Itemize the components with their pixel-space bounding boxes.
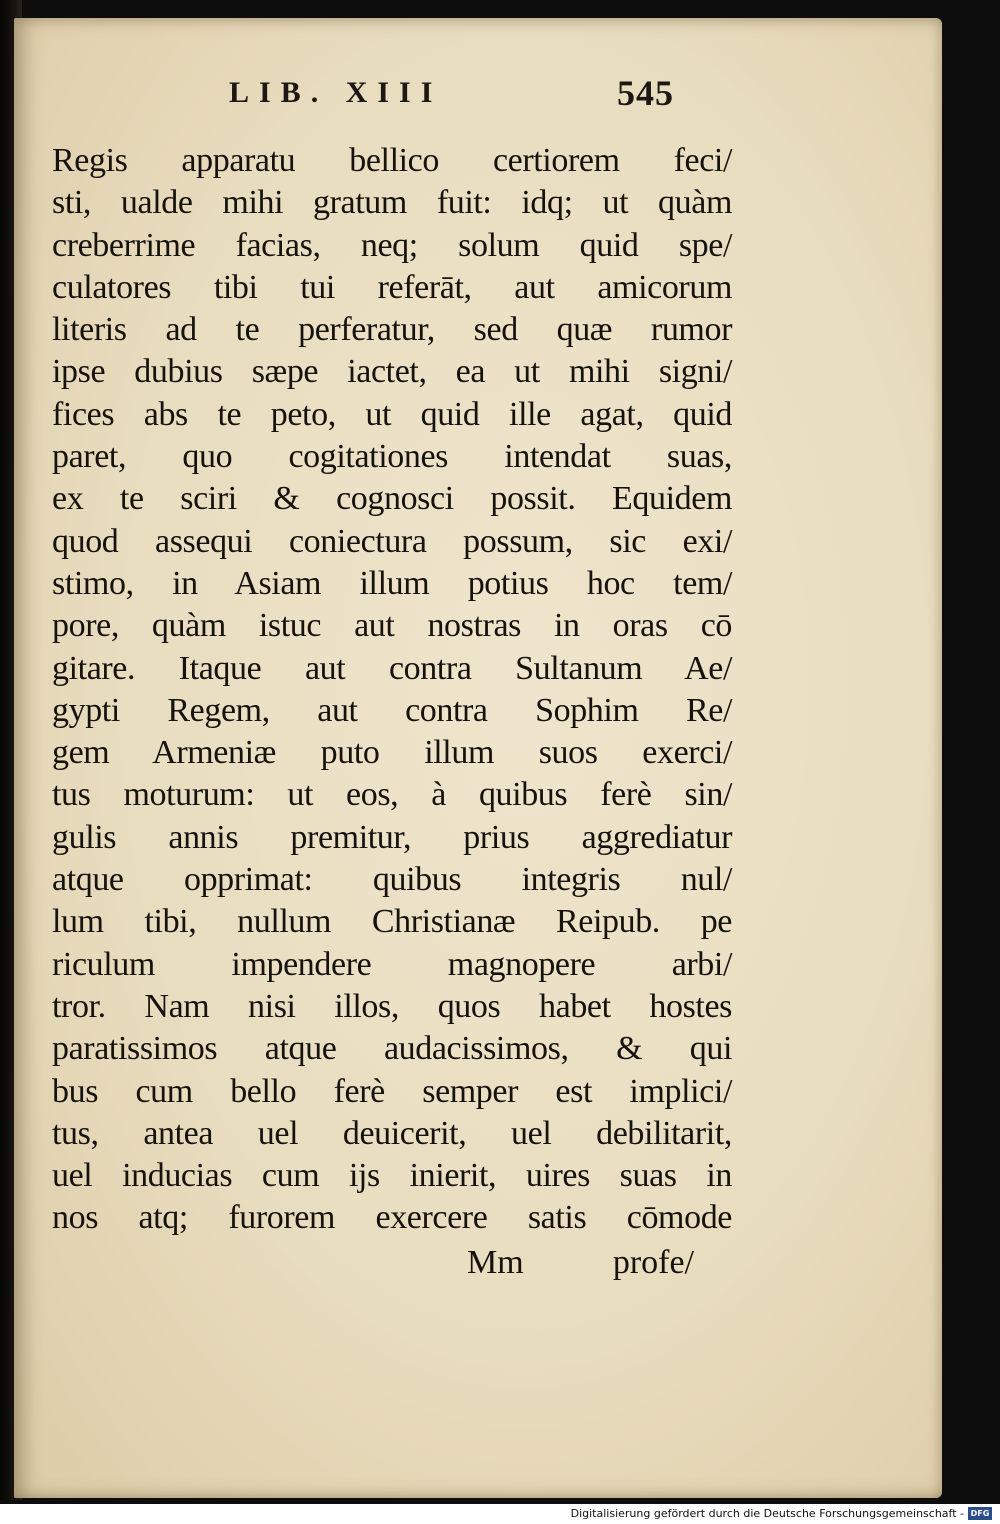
text-line: ex te sciri & cognosci possit. Equidem xyxy=(52,480,732,518)
running-head-title: LIB. XIII xyxy=(229,76,443,109)
text-line: paret, quo cogitationes intendat suas, xyxy=(52,438,732,476)
text-line: fices abs te peto, ut quid ille agat, quid xyxy=(52,395,732,433)
text-line: bus cum bello ferè semper est implici/ xyxy=(52,1072,732,1110)
text-line: stimo, in Asiam illum potius hoc tem/ xyxy=(52,564,732,602)
text-line: uel inducias cum ijs inierit, uires suas in xyxy=(52,1157,732,1195)
text-line: culatores tibi tui referāt, aut amicorum xyxy=(52,268,732,306)
text-line: nos atq; furorem exercere satis cōmode xyxy=(52,1199,732,1237)
book-page xyxy=(14,18,942,1498)
running-head xyxy=(14,73,942,126)
footer-bar xyxy=(0,1504,1000,1524)
text-line: creberrime facias, neq; solum quid spe/ xyxy=(52,226,732,264)
text-line: tror. Nam nisi illos, quos habet hostes xyxy=(52,987,732,1025)
text-line: Regis apparatu bellico certiorem feci/ xyxy=(52,142,732,179)
text-line: literis ad te perferatur, sed quæ rumor xyxy=(52,311,732,349)
text-line: atque opprimat: quibus integris nul/ xyxy=(52,861,732,899)
text-line: lum tibi, nullum Christianæ Reipub. pe xyxy=(52,903,732,941)
catchword: profe/ xyxy=(612,1244,694,1281)
text-line: quod assequi coniectura possum, sic exi/ xyxy=(52,522,732,560)
text-line: tus, antea uel deuicerit, uel debilitarit, xyxy=(52,1114,732,1152)
text-line: gypti Regem, aut contra Sophim Re/ xyxy=(52,691,732,729)
catchline xyxy=(52,1242,732,1284)
footer-credit: Digitalisierung gefördert durch die Deutsche Forschungsgemeinschaft - xyxy=(570,1507,964,1520)
text-line: tus moturum: ut eos, à quibus ferè sin/ xyxy=(52,776,732,814)
text-line: gulis annis premitur, prius aggrediatur xyxy=(52,818,732,856)
text-line: gitare. Itaque aut contra Sultanum Ae/ xyxy=(52,649,732,687)
text-line: pore, quàm istuc aut nostras in oras cō xyxy=(52,607,732,645)
text-line: paratissimos atque audacissimos, & qui xyxy=(52,1030,732,1068)
text-line: ipse dubius sæpe iactet, ea ut mihi signi/ xyxy=(52,353,732,391)
body-text xyxy=(52,140,732,1240)
text-line: gem Armeniæ puto illum suos exerci/ xyxy=(52,734,732,772)
text-line: riculum impendere magnopere arbi/ xyxy=(52,945,732,983)
page-number: 545 xyxy=(617,73,674,113)
dfg-logo-icon: DFG xyxy=(968,1507,992,1520)
text-line: sti, ualde mihi gratum fuit: idq; ut quàm xyxy=(52,184,732,222)
signature-mark: Mm xyxy=(467,1244,524,1281)
